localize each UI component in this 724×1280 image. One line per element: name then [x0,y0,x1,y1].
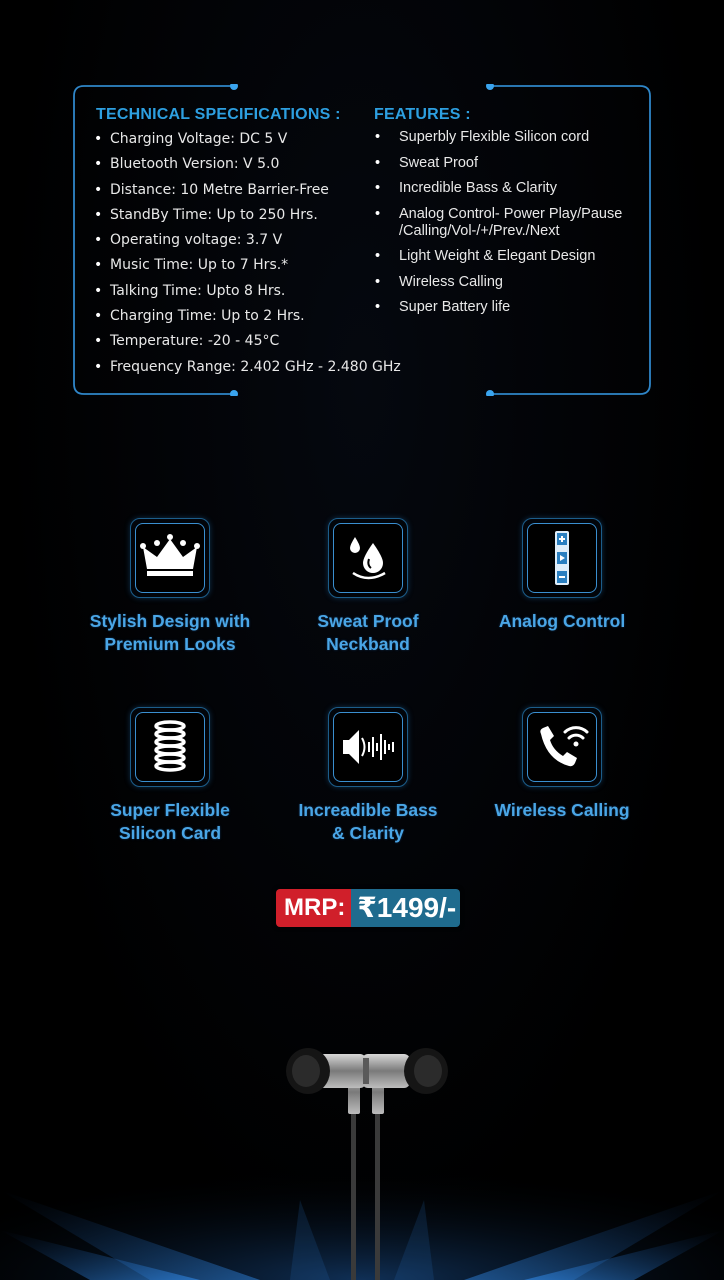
tile-analog-control [462,518,662,633]
icon-frame [328,518,408,598]
spec-item: • Frequency Range: 2.402 GHz - 2.480 GHz [94,355,401,380]
spec-item: • Talking Time: Upto 8 Hrs. [94,279,401,304]
tile-label-line1: Increadible Bass [298,800,438,820]
tile-label [70,610,270,656]
tile-label-line2: & Clarity [332,823,404,843]
spec-item: • StandBy Time: Up to 250 Hrs. [94,203,401,228]
tile-label [268,610,468,656]
spec-item: • Charging Voltage: DC 5 V [94,127,401,152]
icon-frame [130,518,210,598]
spec-item: • Music Time: Up to 7 Hrs.* [94,253,401,278]
price-label: MRP: [276,889,351,927]
price-badge [276,889,460,927]
wireless-call-icon [527,712,597,782]
icon-frame [522,707,602,787]
features-list [375,129,645,325]
tile-stylish-design [70,518,270,656]
specifications-panel [72,84,652,396]
analog-control-icon [527,523,597,593]
spec-item: • Bluetooth Version: V 5.0 [94,152,401,177]
specs-list [94,127,401,380]
coil-icon [135,712,205,782]
feature-item: • Wireless Calling [375,274,645,291]
feature-item: • Superbly Flexible Silicon cord [375,129,645,146]
tile-label-line2: Premium Looks [104,634,236,654]
spec-item: • Operating voltage: 3.7 V [94,228,401,253]
tile-bass-clarity [268,707,468,845]
feature-item: • Incredible Bass & Clarity [375,180,645,197]
spec-item: • Temperature: -20 - 45°C [94,329,401,354]
feature-item: • Sweat Proof [375,155,645,172]
tile-label-line2: Neckband [326,634,410,654]
tile-label-line2: Silicon Card [118,823,222,843]
tile-sweat-proof [268,518,468,656]
spec-item: • Distance: 10 Metre Barrier-Free [94,178,401,203]
crown-icon [135,523,205,593]
neckband-product-image [0,1040,724,1280]
tile-wireless-calling [462,707,662,822]
bass-speaker-icon [333,712,403,782]
tile-label [462,799,662,822]
feature-item: • Super Battery life [375,299,645,316]
tile-flexible-cord [70,707,270,845]
spec-item: • Charging Time: Up to 2 Hrs. [94,304,401,329]
tile-label [70,799,270,845]
icon-frame [130,707,210,787]
specs-title: TECHNICAL SPECIFICATIONS : [96,106,341,123]
features-title: FEATURES : [374,106,471,123]
tile-label-line1: Analog Control [498,611,626,631]
tile-label [268,799,468,845]
icon-frame [522,518,602,598]
feature-item: • Analog Control- Power Play/Pause /Calling/Vol-/+/Prev./Next [375,206,645,240]
tile-label-line1: Stylish Design with [89,611,251,631]
price-value: ₹1499/- [351,889,460,927]
tile-label-line1: Wireless Calling [494,800,630,820]
tile-label-line1: Super Flexible [110,800,230,820]
tile-label [462,610,662,633]
tile-label-line1: Sweat Proof [317,611,419,631]
water-drop-icon [333,523,403,593]
feature-item: • Light Weight & Elegant Design [375,248,645,265]
icon-frame [328,707,408,787]
